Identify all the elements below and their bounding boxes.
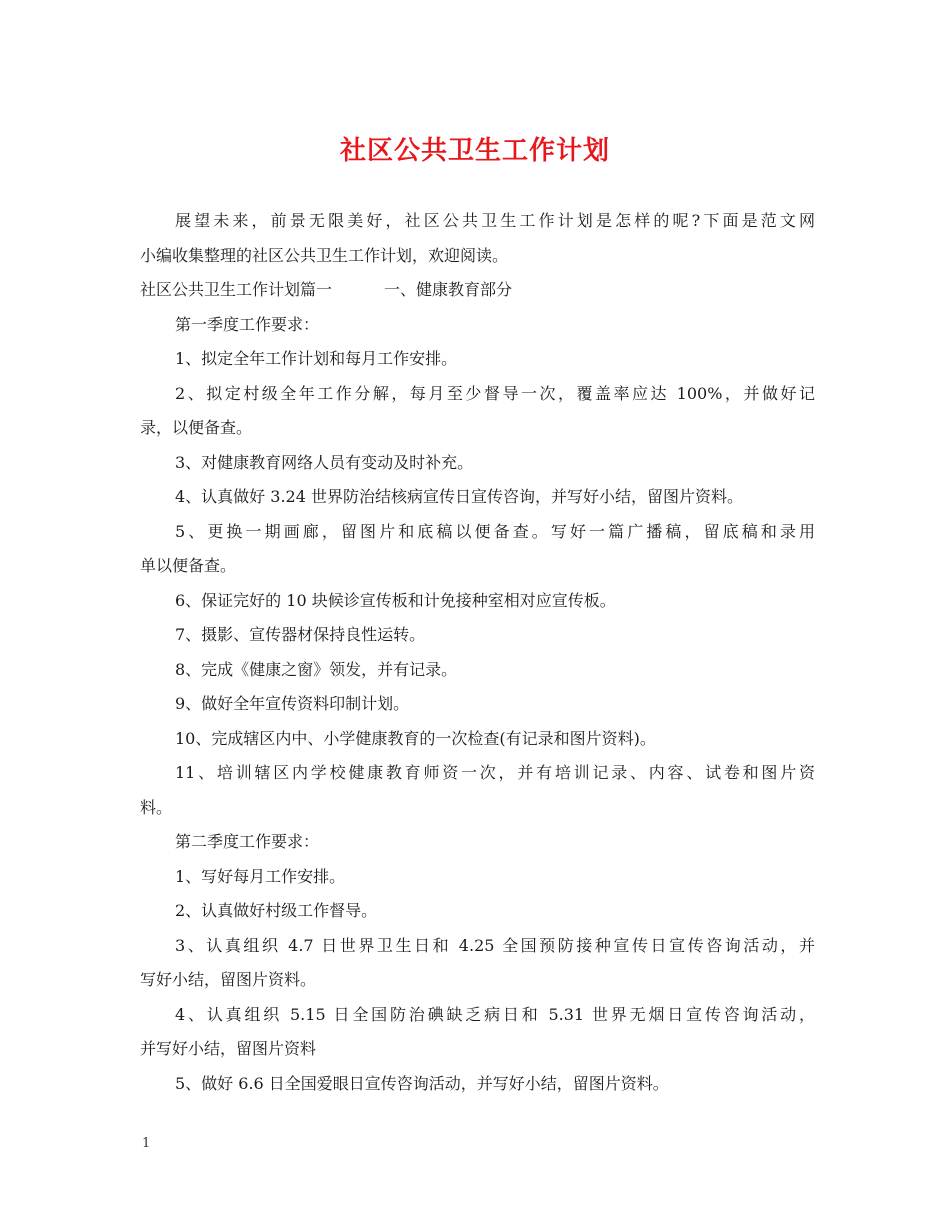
document-title: 社区公共卫生工作计划 — [339, 136, 610, 166]
intro-line-2: 小编收集整理的社区公共卫生工作计划，欢迎阅读。 — [140, 245, 509, 265]
list-item: 4、认真组织 5.15 日全国防治碘缺乏病日和 5.31 世界无烟日宣传咨询活动， — [175, 1004, 815, 1024]
list-item-continuation: 并写好小结，留图片资料 — [140, 1039, 317, 1058]
list-item: 4、认真做好 3.24 世界防治结核病宣传日宣传咨询，并写好小结，留图片资料。 — [175, 487, 743, 506]
section-heading-subtitle: 一、健康教育部分 — [384, 280, 513, 299]
list-item: 2、拟定村级全年工作分解，每月至少督导一次，覆盖率应达 100%，并做好记 — [175, 383, 815, 403]
list-item: 3、认真组织 4.7 日世界卫生日和 4.25 全国预防接种宣传日宣传咨询活动，并 — [175, 935, 815, 955]
list-item: 1、写好每月工作安排。 — [175, 866, 346, 886]
intro-line-1: 展望未来，前景无限美好，社区公共卫生工作计划是怎样的呢?下面是范文网 — [175, 211, 815, 230]
list-item-continuation: 料。 — [140, 797, 173, 817]
list-item: 3、对健康教育网络人员有变动及时补充。 — [175, 452, 474, 472]
q2-label: 第二季度工作要求： — [175, 832, 320, 851]
list-item-continuation: 单以便备查。 — [140, 556, 237, 575]
section-heading-title: 社区公共卫生工作计划篇一 — [140, 280, 333, 299]
list-item: 9、做好全年宣传资料印制计划。 — [175, 694, 410, 713]
list-item: 8、完成《健康之窗》领发，并有记录。 — [175, 659, 458, 679]
list-item: 1、拟定全年工作计划和每月工作安排。 — [175, 349, 458, 368]
list-item-continuation: 写好小结，留图片资料。 — [140, 970, 317, 989]
list-item: 5、做好 6.6 日全国爱眼日宣传咨询活动，并写好小结，留图片资料。 — [175, 1073, 669, 1093]
section-heading — [140, 273, 815, 308]
list-item-continuation: 录，以便备查。 — [140, 418, 253, 437]
page-number: 1 — [142, 1136, 151, 1151]
list-item: 5、更换一期画廊，留图片和底稿以便备查。写好一篇广播稿，留底稿和录用 — [175, 521, 815, 541]
list-item: 10、完成辖区内中、小学健康教育的一次检查(有记录和图片资料)。 — [175, 728, 656, 748]
list-item: 11、培训辖区内学校健康教育师资一次，并有培训记录、内容、试卷和图片资 — [175, 763, 815, 782]
list-item: 7、摄影、宣传器材保持良性运转。 — [175, 625, 426, 644]
document-body — [140, 204, 815, 1101]
q1-label: 第一季度工作要求： — [175, 314, 320, 334]
list-item: 2、认真做好村级工作督导。 — [175, 901, 378, 920]
list-item: 6、保证完好的 10 块候诊宣传板和计免接种室相对应宣传板。 — [175, 590, 616, 610]
